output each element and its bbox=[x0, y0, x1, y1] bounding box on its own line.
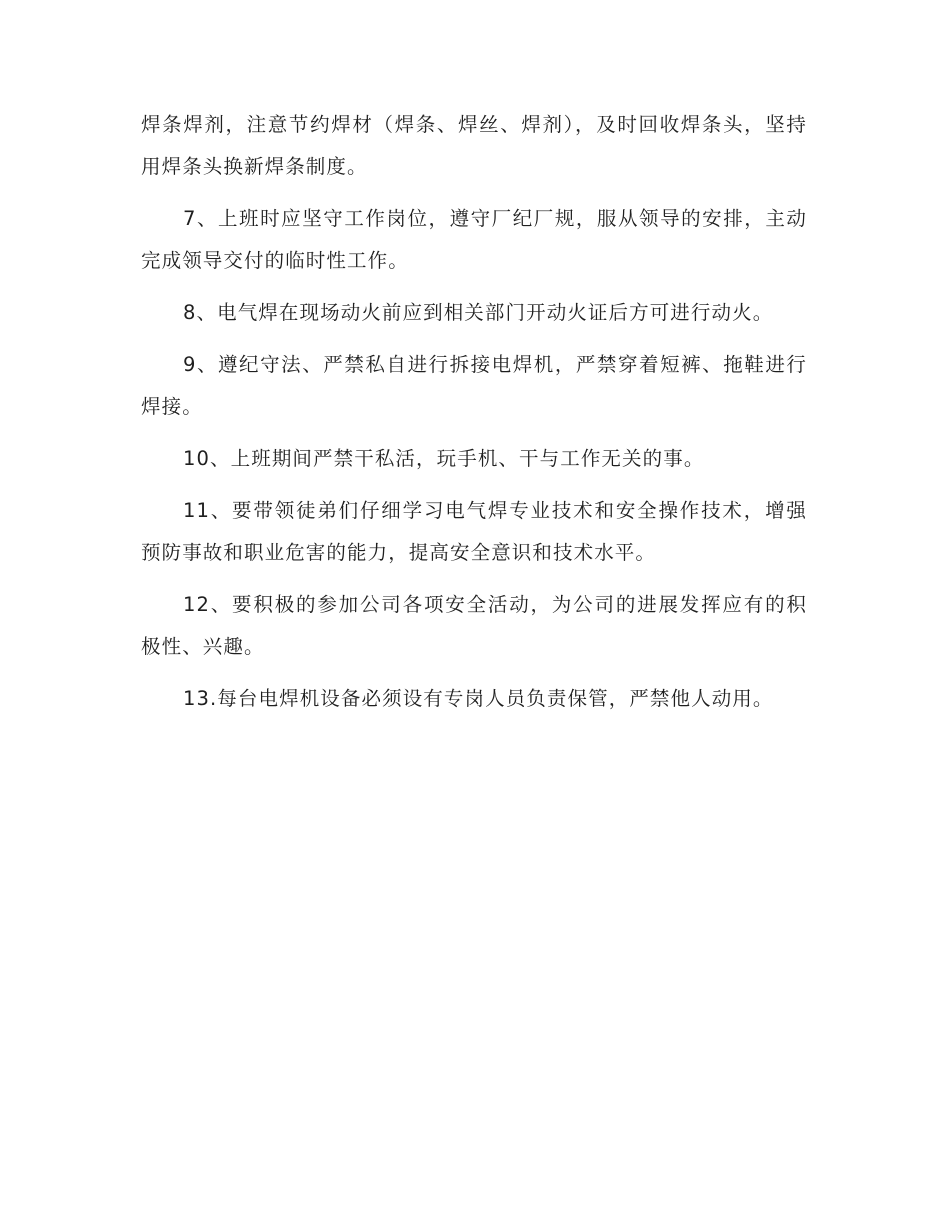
paragraph-item-10: 10、上班期间严禁干私活，玩手机、干与工作无关的事。 bbox=[183, 447, 705, 470]
paragraph-item-11: 11、要带领徒弟们仔细学习电气焊专业技术和安全操作技术，增强预防事故和职业危害的能力，提高安全意识和技术水平。 bbox=[141, 499, 807, 564]
paragraph-item-13: 13.每台电焊机设备必须设有专岗人员负责保管，严禁他人动用。 bbox=[183, 687, 774, 710]
paragraph-item-12: 12、要积极的参加公司各项安全活动，为公司的进展发挥应有的积极性、兴趣。 bbox=[141, 593, 807, 658]
paragraph-continuation: 焊条焊剂，注意节约焊材（焊条、焊丝、焊剂），及时回收焊条头，坚持用焊条头换新焊条制度。 bbox=[141, 113, 807, 178]
paragraph-item-9: 9、遵纪守法、严禁私自进行拆接电焊机，严禁穿着短裤、拖鞋进行焊接。 bbox=[141, 353, 807, 418]
document-body bbox=[141, 104, 807, 730]
paragraph-item-8: 8、电气焊在现场动火前应到相关部门开动火证后方可进行动火。 bbox=[183, 301, 774, 324]
paragraph-item-7: 7、上班时应坚守工作岗位，遵守厂纪厂规，服从领导的安排，主动完成领导交付的临时性工作。 bbox=[141, 207, 807, 272]
